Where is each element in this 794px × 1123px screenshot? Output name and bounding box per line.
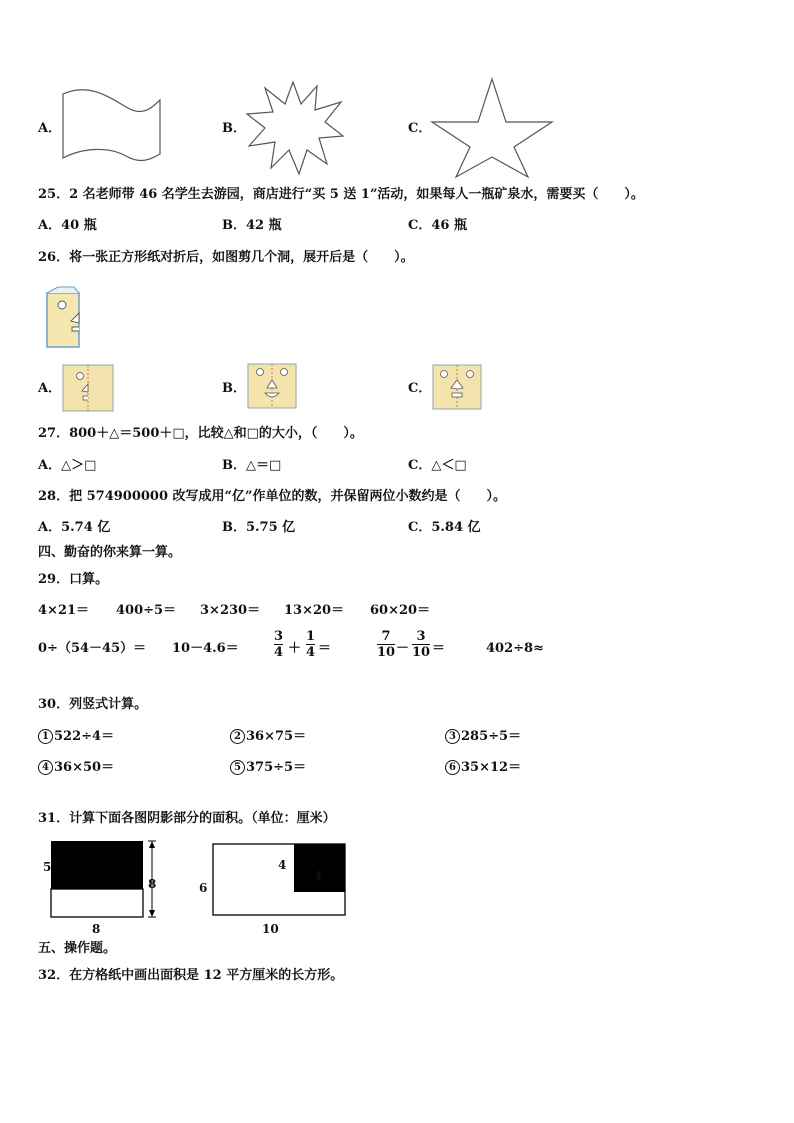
starburst-shape	[245, 80, 345, 175]
fraction-eq-2: ＝	[432, 641, 446, 656]
q26-stem: 26．将一张正方形纸对折后，如图剪几个洞，展开后是（ ）。	[38, 250, 414, 265]
circled-number: 1	[38, 729, 53, 744]
wavy-flag-shape	[60, 88, 164, 166]
fig2-inner-left-label: 4	[278, 858, 287, 872]
q26-option-a-label: A．	[38, 381, 62, 396]
unfolded-paper-a	[62, 364, 114, 412]
circled-number: 5	[230, 760, 245, 775]
q24-option-b-label: B．	[222, 121, 246, 136]
circled-number: 3	[445, 729, 460, 744]
star-shape	[430, 77, 554, 179]
q29-stem: 29．口算。	[38, 572, 109, 587]
q28-option-c: C．5.84 亿	[408, 520, 481, 535]
fig2-bottom-label: 10	[262, 922, 279, 936]
folded-paper-figure	[44, 285, 84, 349]
q24-option-c-label: C．	[408, 121, 432, 136]
figure-2-rectangle	[210, 838, 350, 922]
q26-option-b-label: B．	[222, 381, 246, 396]
q29-item-6: 0÷（54－45）＝	[38, 641, 147, 656]
fraction-3-4: 3 4	[274, 629, 284, 660]
q30-item-5: 5 375÷5＝	[230, 760, 306, 776]
q28-option-b: B．5.75 亿	[222, 520, 296, 535]
fraction-op-minus: －	[396, 641, 410, 656]
fig2-left-label: 6	[199, 881, 208, 895]
q26-option-c-label: C．	[408, 381, 432, 396]
q29-item-4: 13×20＝	[284, 603, 345, 618]
q28-option-a: A．5.74 亿	[38, 520, 111, 535]
circled-number: 4	[38, 760, 53, 775]
fraction-1-4: 1 4	[306, 629, 316, 660]
q30-item-6: 6 35×12＝	[445, 760, 521, 776]
q27-option-b: B．△＝□	[222, 458, 282, 473]
section-5-heading: 五、操作题。	[38, 941, 117, 956]
q25-stem: 25．2 名老师带 46 名学生去游园，商店进行“买 5 送 1”活动，如果每人一瓶矿泉水，需要买（ ）。	[38, 187, 644, 202]
q27-stem: 27．800＋△＝500＋□，比较△和□的大小，（ ）。	[38, 426, 363, 441]
q28-stem: 28．把 574900000 改写成用“亿”作单位的数，并保留两位小数约是（ ）。	[38, 489, 507, 504]
section-4-heading: 四、勤奋的你来算一算。	[38, 545, 182, 560]
q27-option-c: C．△＜□	[408, 458, 467, 473]
fig2-inner-bottom-label: 4	[314, 869, 323, 883]
q25-option-b: B．42 瓶	[222, 218, 282, 233]
q31-stem: 31．计算下面各图阴影部分的面积。（单位：厘米）	[38, 811, 336, 826]
unfolded-paper-c	[432, 364, 482, 410]
circled-number: 2	[230, 729, 245, 744]
fraction-7-10: 7 10	[377, 629, 396, 660]
fig1-bottom-label: 8	[92, 922, 101, 936]
q25-option-c: C．46 瓶	[408, 218, 467, 233]
fig1-right-label: 8	[148, 877, 157, 891]
q27-option-a: A．△＞□	[38, 458, 97, 473]
unfolded-paper-b	[247, 363, 297, 409]
q29-item-1: 4×21＝	[38, 603, 90, 618]
q30-item-4: 4 36×50＝	[38, 760, 114, 776]
q29-item-3: 3×230＝	[200, 603, 261, 618]
q30-item-1: 1 522÷4＝	[38, 729, 114, 745]
q25-option-a: A．40 瓶	[38, 218, 97, 233]
q29-item-10: 402÷8≈	[486, 641, 544, 656]
q30-item-3: 3 285÷5＝	[445, 729, 521, 745]
fraction-eq-1: ＝	[318, 641, 332, 656]
fig1-left-label: 5	[43, 860, 52, 874]
fraction-op-plus: ＋	[288, 641, 302, 656]
fraction-3-10: 3 10	[412, 629, 431, 660]
q30-item-2: 2 36×75＝	[230, 729, 306, 745]
q29-item-5: 60×20＝	[370, 603, 431, 618]
q29-item-2: 400÷5＝	[116, 603, 177, 618]
circled-number: 6	[445, 760, 460, 775]
q32-stem: 32．在方格纸中画出面积是 12 平方厘米的长方形。	[38, 968, 344, 983]
q24-option-a-label: A．	[38, 121, 62, 136]
q30-stem: 30．列竖式计算。	[38, 697, 148, 712]
q29-item-7: 10－4.6＝	[172, 641, 239, 656]
